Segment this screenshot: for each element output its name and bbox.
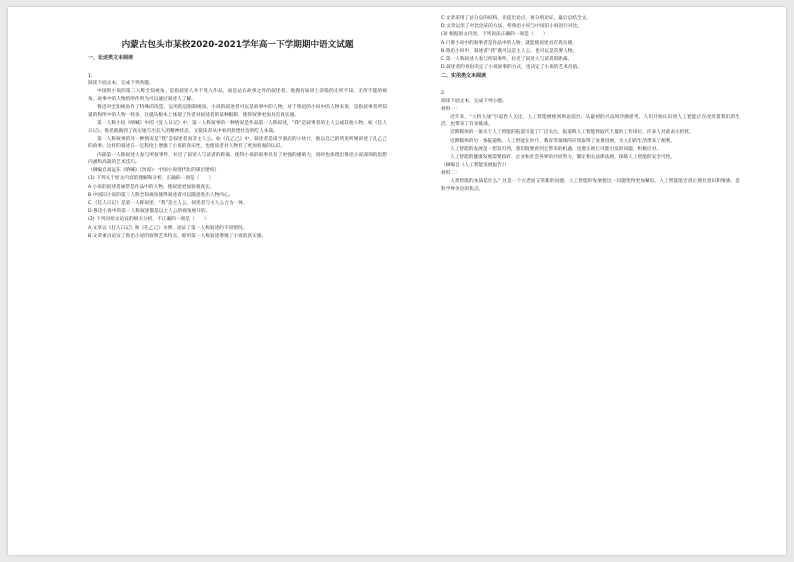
question-stem: (2) 下列对原文论证的相关分析，不正确的一项是（ ） [88, 217, 209, 223]
instruction: 阅读下面文本，完成下列小题。 [441, 98, 507, 104]
item-number: 2. [441, 91, 446, 97]
section-heading-2: 二、实用类文本阅读 [441, 72, 487, 79]
option: D.文章运用了对比论证的方法，将鲁迅小说与中国旧小说进行对比。 [441, 24, 583, 30]
paragraph: 人工智能的健康发展需要政府、企业和社会各界的共同努力，制定相关法律法规，保障人工智能的安全可控。 [450, 155, 676, 161]
material-label: 材料一： [441, 107, 460, 113]
paragraph: 鲁迅对全知视角作了特殊的改造，运用的是限制视角。小说的叙述者可以是故事中的人物。对于鲁迅的小说中的人物来说，是指叙事者所知道的和所中的人物一样多，这就从根本上体现了作者对叙述者的某种限制，使得叙事更加具有真实感。 [88, 105, 387, 118]
paragraph: 人工智能的发展是一把双刃剑，我们既要看到它带来的机遇，也要正视它可能引发的问题，积极应对。 [450, 146, 661, 152]
paragraph: 内部第一人称叙述人参与所叙事件，拉近了叙述人与读者的距离，使得小说的叙事具有了更强的感染力，同时也体现出鲁迅小说深刻的思想内涵和高超的艺术技巧。 [88, 152, 387, 166]
option: A.小说的叙述者通常是作品中的人物，使叙述更加客观真实。 [88, 184, 215, 190]
option: C.第一人称叙述人参与所叙事件，拉近了叙述人与读者的距离。 [441, 56, 573, 62]
paragraph: 第一人称叙事的另一种情况是“我”是叙述者而非主人公。如《孔乙己》中，叙述者是咸亨酒店的小伙计，他以自己的所见所闻讲述了孔乙己的故事。这样的叙述在一定程度上增强了小说的真实性，也使读者对人物有了更加客观的认识。 [88, 136, 387, 150]
paragraph: 近期媒体的一条关于人工智能的报道引起了广泛关注，报道称人工智能将取代大量的工作岗位，许多人对此表示担忧。 [450, 130, 694, 136]
option: B.文章重点论证了鲁迅小说的叙事艺术特点，即用第一人称叙述增强了小说的真实感。 [88, 233, 267, 239]
exam-title: 内蒙古包头市某校2020-2021学年高一下学期期中语文试题 [121, 40, 354, 50]
document-page [8, 7, 786, 555]
item-number: 1. [88, 73, 93, 79]
section-heading-1: 一、论述类文本阅读 [88, 55, 134, 61]
option: D.叙述者的身份决定了小说叙事的方式，也决定了小说的艺术价值。 [441, 65, 583, 71]
material-label: 材料二： [441, 171, 460, 177]
option: B.中国旧小说的第三人称全知视角使得叙述者可以随意进出人物内心。 [88, 192, 234, 198]
paragraph: 中国的小说的第三人称全知视角，是指叙述人并不进入作品，而是站在故事之外的叙述者。他拥有如同上帝般的无所不知、无所不能的视角。故事中的人物的所作所为可以通过叙述人了解。 [88, 89, 387, 102]
left-column [88, 15, 387, 549]
instruction: 阅读下面文本，完成下列各题。 [88, 81, 154, 87]
question-stem: (1) 下列关于原文内容的理解和分析，正确的一项是（ ） [88, 176, 214, 182]
paragraph: 近年来，“人机大战”引起世人关注，人工智能被推到舆论前台。从最初的兴奋到冷静思考，人们开始认识到人工智能正在改变着我们的生活，也带来了许多挑战。 [441, 114, 740, 128]
option: C.文章采用了总分总的结构，先提出论点，再分别论证，最后总结全文。 [441, 16, 592, 21]
source-note: （摘编自《人工智能发展报告》） [441, 163, 509, 169]
option: A.只要小说中的叙事者是作品中的人物，就能使叙述具有真实感。 [441, 40, 577, 46]
option: B.鲁迅小说中，叙述者“我”既可以是主人公，也可以是次要人物。 [441, 48, 578, 54]
source-note: （摘编自高远东《呐喊》《彷徨》：中国小说现代化的深层建构） [88, 168, 220, 174]
option: C.《狂人日记》是第一人称叙述，“我”是主人公，叙述者与主人公合为一体。 [88, 201, 248, 207]
paragraph: 近期媒体的另一条报道称，人工智能在医疗、教育等领域的应用取得了显著进展，为人们的生活带来了便利。 [450, 138, 676, 144]
option: D.鲁迅小说中的第一人称叙述都是以主人公的视角展开的。 [88, 209, 211, 215]
paragraph: 第一人称小说《呐喊》中的《狂人日记》中，第一人称叙事的一种情况是作品第一人称叙述，“我”是叙事者的主人公或其他人物，如《狂人日记》。鲁迅既做到了真实地写出狂人的精神状态，又使读者从中看到封建社会的吃人本质。 [88, 120, 387, 134]
question-stem: (3) 根据原文内容，下列说法正确的一项是（ ） [441, 32, 548, 38]
paragraph: 人类智能的本质是什么？这是一个古老而又常新的问题。人工智能的发展使这一问题变得更加紧迫。人工智能能否真正拥有意识和情感，是科学界争论的焦点。 [441, 179, 740, 192]
option: A.文章以《狂人日记》和《孔乙己》为例，论证了第一人称叙述的不同情况。 [88, 225, 248, 231]
right-column [441, 15, 740, 549]
